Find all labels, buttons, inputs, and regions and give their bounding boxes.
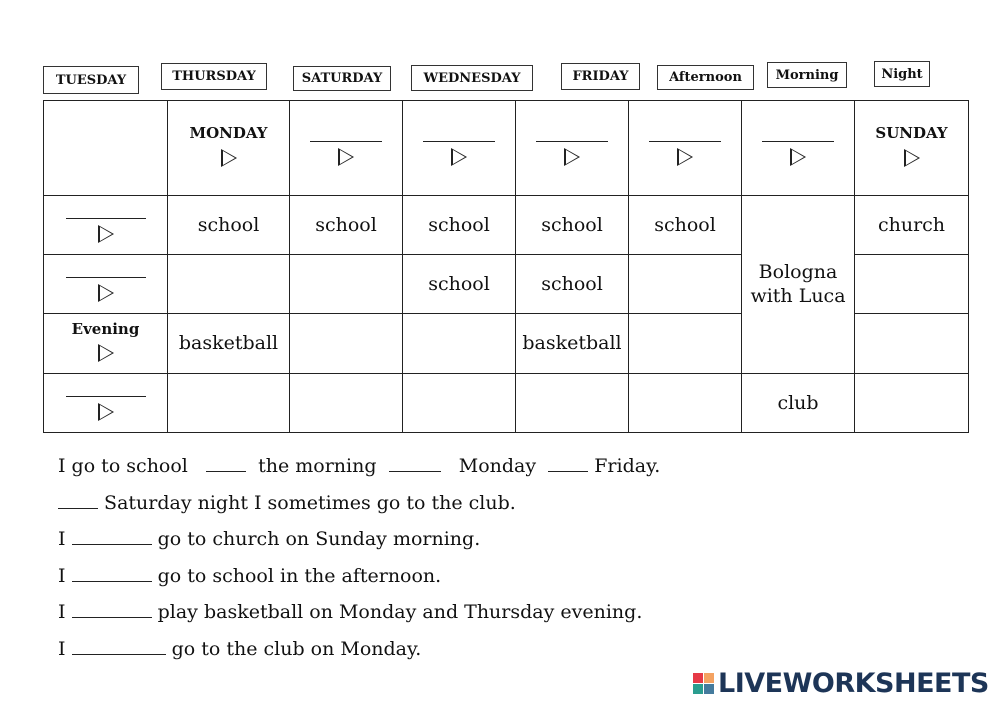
schedule-cell xyxy=(290,314,403,373)
day-name: MONDAY xyxy=(189,124,268,143)
schedule-cell: school xyxy=(516,195,629,254)
sentence-text: Monday xyxy=(458,455,537,477)
row-header-blank xyxy=(44,195,168,254)
word-chip-night[interactable]: Night xyxy=(874,61,930,87)
schedule-cell: church xyxy=(855,195,969,254)
time-answer-field[interactable] xyxy=(66,202,146,219)
answer-field[interactable] xyxy=(206,453,246,472)
word-chip-wednesday[interactable]: WEDNESDAY xyxy=(411,65,533,91)
play-audio-icon[interactable] xyxy=(98,403,114,421)
schedule-cell xyxy=(629,373,742,432)
sentence-text: I xyxy=(58,637,66,660)
schedule-cell xyxy=(168,373,290,432)
table-row xyxy=(44,195,969,254)
table-row xyxy=(44,373,969,432)
sentence-1 xyxy=(58,452,660,489)
schedule-cell: school xyxy=(403,254,516,313)
schedule-cell xyxy=(290,254,403,313)
logo-mark-icon xyxy=(693,673,714,694)
word-chip-afternoon[interactable]: Afternoon xyxy=(657,65,754,90)
sentence-text: play basketball on Monday and Thursday evening. xyxy=(157,601,643,623)
answer-field[interactable] xyxy=(72,636,166,655)
schedule-cell: school xyxy=(403,195,516,254)
day-header-monday xyxy=(168,101,290,196)
word-chip-friday[interactable]: FRIDAY xyxy=(561,63,640,90)
answer-field[interactable] xyxy=(72,599,152,618)
answer-field[interactable] xyxy=(389,453,441,472)
schedule-cell xyxy=(855,373,969,432)
sentence-text: I go to school xyxy=(58,455,188,477)
play-audio-icon[interactable] xyxy=(221,149,237,167)
day-header-sunday xyxy=(855,101,969,196)
schedule-cell xyxy=(516,373,629,432)
schedule-cell xyxy=(168,254,290,313)
schedule-cell: club xyxy=(742,373,855,432)
day-header-blank xyxy=(403,101,516,196)
liveworksheets-logo xyxy=(693,668,989,698)
sentence-text: go to school in the afternoon. xyxy=(157,564,442,587)
day-answer-field[interactable] xyxy=(310,125,382,142)
row-label: Evening xyxy=(71,319,140,338)
sentence-text: the morning xyxy=(258,455,377,477)
sentence-2 xyxy=(58,489,660,526)
schedule-cell xyxy=(629,254,742,313)
answer-field[interactable] xyxy=(72,563,152,582)
row-header-blank xyxy=(44,373,168,432)
play-audio-icon[interactable] xyxy=(564,148,580,166)
schedule-table xyxy=(43,100,969,433)
day-header-blank xyxy=(516,101,629,196)
day-answer-field[interactable] xyxy=(762,125,834,142)
day-header-blank xyxy=(742,101,855,196)
schedule-cell-merged: Bologna with Luca xyxy=(742,195,855,373)
row-header-evening xyxy=(44,314,168,373)
sentence-5 xyxy=(58,598,660,635)
answer-field[interactable] xyxy=(548,453,588,472)
schedule-cell: school xyxy=(516,254,629,313)
word-chip-saturday[interactable]: SATURDAY xyxy=(293,66,391,91)
sentence-text: go to the club on Monday. xyxy=(171,637,422,660)
answer-field[interactable] xyxy=(58,490,98,509)
play-audio-icon[interactable] xyxy=(904,149,920,167)
row-header-blank xyxy=(44,254,168,313)
sentence-text: I xyxy=(58,564,66,587)
schedule-cell xyxy=(403,373,516,432)
day-header-blank xyxy=(629,101,742,196)
schedule-cell: basketball xyxy=(168,314,290,373)
day-name: SUNDAY xyxy=(875,124,948,143)
day-answer-field[interactable] xyxy=(649,125,721,142)
header-row xyxy=(44,101,969,196)
sentence-text: I xyxy=(58,601,66,623)
word-chip-thursday[interactable]: THURSDAY xyxy=(161,63,267,90)
schedule-cell: basketball xyxy=(516,314,629,373)
day-answer-field[interactable] xyxy=(536,125,608,142)
play-audio-icon[interactable] xyxy=(98,284,114,302)
play-audio-icon[interactable] xyxy=(98,344,114,362)
logo-text: LIVEWORKSHEETS xyxy=(718,667,989,699)
play-audio-icon[interactable] xyxy=(338,148,354,166)
time-answer-field[interactable] xyxy=(66,261,146,278)
sentence-6 xyxy=(58,635,660,672)
schedule-cell xyxy=(290,373,403,432)
play-audio-icon[interactable] xyxy=(677,148,693,166)
sentence-4 xyxy=(58,562,660,599)
schedule-cell: school xyxy=(168,195,290,254)
schedule-cell xyxy=(855,314,969,373)
corner-cell xyxy=(44,101,168,196)
sentence-text: I xyxy=(58,528,66,550)
schedule-cell: school xyxy=(629,195,742,254)
sentence-3 xyxy=(58,525,660,562)
schedule-cell xyxy=(403,314,516,373)
schedule-cell: school xyxy=(290,195,403,254)
schedule-cell xyxy=(855,254,969,313)
sentence-text: Saturday night I sometimes go to the club. xyxy=(104,491,516,514)
play-audio-icon[interactable] xyxy=(790,148,806,166)
schedule-cell xyxy=(629,314,742,373)
day-answer-field[interactable] xyxy=(423,125,495,142)
play-audio-icon[interactable] xyxy=(451,148,467,166)
sentence-text: Friday. xyxy=(594,455,661,477)
sentence-text: go to church on Sunday morning. xyxy=(157,528,481,550)
day-header-blank xyxy=(290,101,403,196)
word-chip-tuesday[interactable]: TUESDAY xyxy=(43,66,139,94)
time-answer-field[interactable] xyxy=(66,380,146,397)
answer-field[interactable] xyxy=(72,526,152,545)
word-chip-morning[interactable]: Morning xyxy=(767,62,847,88)
sentence-list xyxy=(58,452,660,671)
play-audio-icon[interactable] xyxy=(98,225,114,243)
